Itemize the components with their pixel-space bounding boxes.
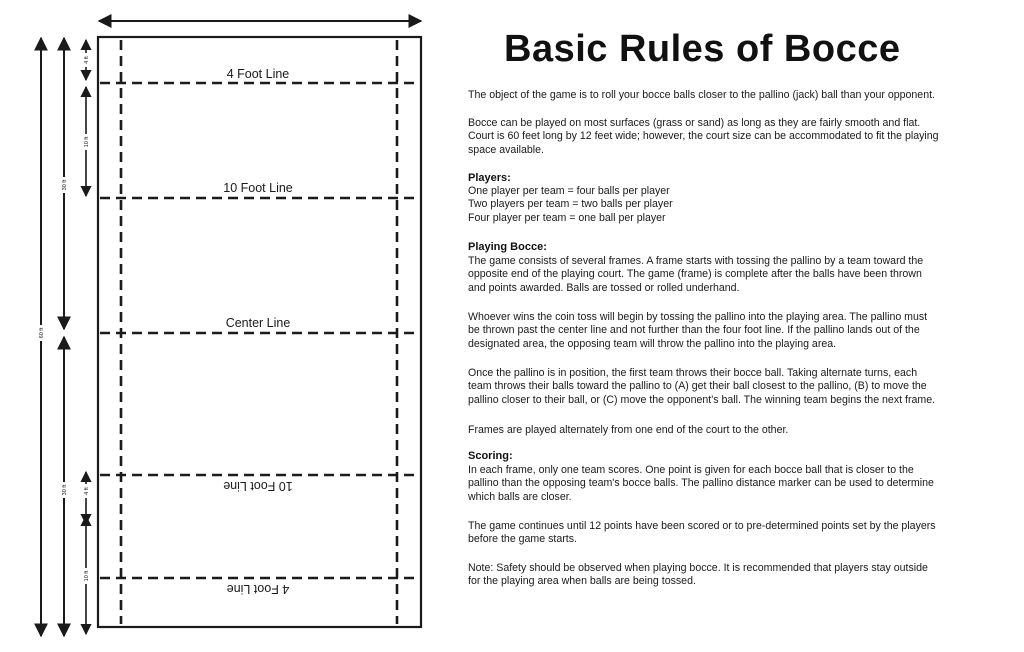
half-top-label: 30 ft bbox=[62, 179, 68, 191]
text-line: for the playing area when balls are being tossed. bbox=[468, 575, 696, 588]
players-heading: Players: bbox=[468, 172, 511, 184]
ten-foot-line-top-label: 10 Foot Line bbox=[223, 181, 293, 195]
ten-foot-line-bottom-label: 10 Foot Line bbox=[223, 479, 293, 493]
half-bottom-label: 30 ft bbox=[62, 484, 68, 496]
text-line: Once the pallino is in position, the first team throws their bocce ball. Taking alternate turns, each bbox=[468, 367, 918, 379]
text-line: The game consists of several frames. A frame starts with tossing the pallino by a team toward the bbox=[468, 255, 924, 267]
four-foot-line-top-label: 4 Foot Line bbox=[226, 67, 290, 81]
four-foot-line-bottom-label: 4 Foot Line bbox=[226, 582, 290, 596]
intro-paragraph bbox=[468, 89, 935, 102]
playing-paragraph-1 bbox=[468, 255, 923, 295]
safety-note bbox=[468, 562, 928, 589]
text-line: Bocce can be played on most surfaces (grass or sand) as long as they are fairly smooth and flat. bbox=[468, 117, 921, 129]
center-line-label: Center Line bbox=[225, 316, 291, 330]
ten-ft-top-label: 10 ft bbox=[84, 136, 90, 148]
list-item: Two players per team = two balls per player bbox=[468, 198, 673, 211]
text-line: and points awarded. Balls are tossed or rolled underhand. bbox=[468, 281, 740, 294]
text-line: designated area, the opposing team will throw the pallino into the playing area. bbox=[468, 337, 837, 350]
text-line: Court is 60 feet long by 12 feet wide; however, the court size can be accommodated to fit the playing bbox=[468, 130, 939, 143]
playing-heading: Playing Bocce: bbox=[468, 241, 547, 253]
scoring-paragraph-2 bbox=[468, 520, 936, 547]
text-line: Frames are played alternately from one end of the court to the other. bbox=[468, 424, 789, 436]
four-ft-top-label: 4 ft bbox=[84, 56, 90, 64]
page-title: Basic Rules of Bocce bbox=[504, 28, 901, 70]
playing-paragraph-4 bbox=[468, 424, 788, 437]
text-line: The object of the game is to roll your bocce balls closer to the pallino (jack) ball than your opponent. bbox=[468, 89, 935, 101]
text-line: In each frame, only one team scores. One point is given for each bocce ball that is closer to the bbox=[468, 464, 914, 476]
text-line: pallino than the opposing team's bocce balls. The pallino distance marker can be used to determine bbox=[468, 477, 934, 490]
text-line: Whoever wins the coin toss will begin by tossing the pallino into the playing area. The pallino must bbox=[468, 311, 928, 323]
bocce-court-diagram bbox=[0, 0, 460, 652]
text-line: team throws their balls toward the pallino to (A) get their ball closest to the pallino, (B) to move the bbox=[468, 380, 927, 393]
text-line: The game continues until 12 points have been scored or to pre-determined points set by the players bbox=[468, 520, 936, 532]
ten-ft-bottom-label: 10 ft bbox=[84, 570, 90, 582]
list-item: One player per team = four balls per player bbox=[468, 185, 670, 197]
playing-paragraph-3 bbox=[468, 367, 935, 407]
total-length-label: 60 ft bbox=[39, 327, 45, 339]
four-ft-bottom-label: 4 ft bbox=[84, 487, 90, 495]
playing-paragraph-2 bbox=[468, 311, 927, 351]
list-item: Four player per team = one ball per player bbox=[468, 211, 666, 224]
text-line: before the game starts. bbox=[468, 533, 577, 546]
surface-paragraph bbox=[468, 117, 939, 157]
text-line: which balls are closer. bbox=[468, 490, 572, 503]
text-line: be thrown past the center line and not further than the four foot line. If the pallino lands out of the bbox=[468, 324, 920, 337]
text-line: Note: Safety should be observed when playing bocce. It is recommended that players stay outside bbox=[468, 562, 928, 574]
players-list bbox=[468, 185, 673, 225]
scoring-paragraph-1 bbox=[468, 464, 934, 504]
text-line: opposite end of the playing court. The game (frame) is complete after the balls have been thrown bbox=[468, 268, 922, 281]
text-line: pallino closer to their ball, or (C) move the opponent's ball. The winning team begins the next frame. bbox=[468, 393, 936, 406]
text-line: space available. bbox=[468, 143, 544, 156]
scoring-heading: Scoring: bbox=[468, 450, 513, 462]
